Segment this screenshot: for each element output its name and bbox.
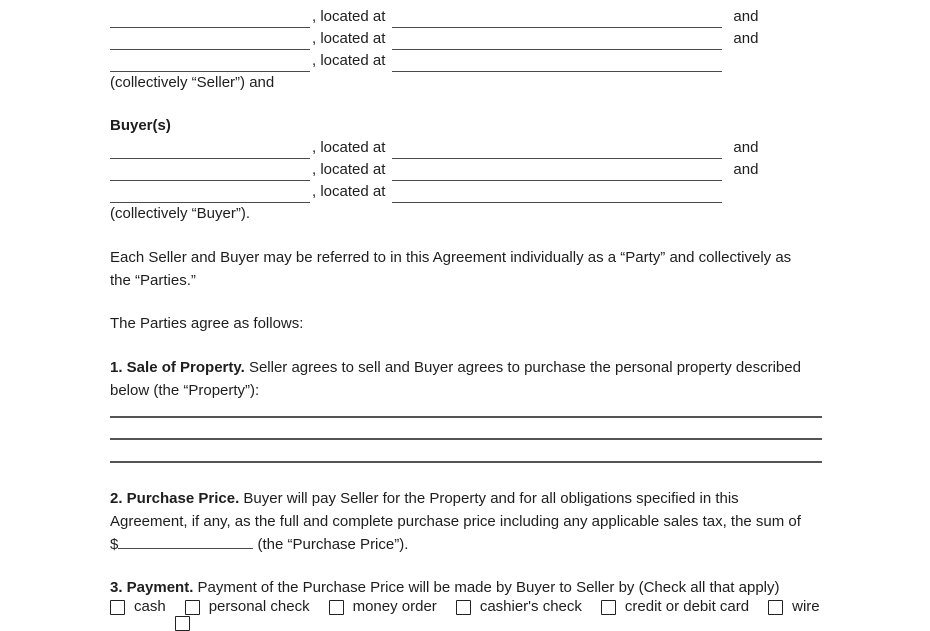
buyer-row-1: [110, 137, 770, 159]
and-label: and: [733, 30, 759, 47]
buyer-collective-label: (collectively “Buyer”).: [110, 205, 251, 222]
seller-2-address-field[interactable]: [392, 34, 722, 50]
located-at-label: , located at: [312, 161, 386, 178]
checkbox-cash-label: cash: [134, 598, 166, 615]
section-price-title: 2. Purchase Price.: [110, 490, 240, 507]
seller-1-address-field[interactable]: [392, 12, 722, 28]
seller-row-3: [110, 50, 770, 72]
and-label: and: [733, 161, 759, 178]
checkbox-credit-debit-label: credit or debit card: [624, 598, 750, 615]
checkbox-credit-debit[interactable]: [601, 600, 616, 615]
located-at-label: , located at: [312, 52, 386, 69]
section-price-line-3: [110, 533, 834, 556]
buyer-3-name-field[interactable]: [110, 187, 310, 203]
located-at-label: , located at: [312, 30, 386, 47]
seller-2-name-field[interactable]: [110, 34, 310, 50]
located-at-label: , located at: [312, 183, 386, 200]
section-price-line-2: Agreement, if any, as the full and complete purchase price including any applicable sales tax, the sum of: [110, 513, 801, 530]
checkbox-cash[interactable]: [110, 600, 125, 615]
buyer-1-address-field[interactable]: [392, 143, 722, 159]
checkbox-personal-check-label: personal check: [208, 598, 310, 615]
checkbox-money-order[interactable]: [329, 600, 344, 615]
buyer-1-name-field[interactable]: [110, 143, 310, 159]
checkbox-personal-check[interactable]: [185, 600, 200, 615]
seller-collective-label: (collectively “Seller”) and: [110, 74, 275, 91]
section-sale-text: Seller agrees to sell and Buyer agrees to purchase the personal property described: [248, 359, 801, 376]
buyer-heading: Buyer(s): [110, 117, 171, 134]
located-at-label: , located at: [312, 8, 386, 25]
buyer-2-address-field[interactable]: [392, 165, 722, 181]
property-description-line-3[interactable]: [110, 461, 822, 463]
checkbox-cashiers-check-label: cashier's check: [479, 598, 582, 615]
seller-row-2: [110, 28, 770, 50]
and-label: and: [733, 8, 759, 25]
parties-paragraph: [110, 246, 834, 292]
checkbox-cashiers-check[interactable]: [456, 600, 471, 615]
section-sale-line-1: [110, 356, 834, 379]
section-sale-of-property: [110, 356, 834, 402]
payment-option-credit-debit: [601, 596, 749, 618]
payment-option-cashiers-check: [456, 596, 582, 618]
located-at-label: , located at: [312, 139, 386, 156]
section-price-line-1: [110, 487, 834, 510]
parties-paragraph-line-1: Each Seller and Buyer may be referred to in this Agreement individually as a “Party” and collectively as: [110, 249, 792, 266]
payment-option-wire: [768, 596, 820, 618]
checkbox-money-order-label: money order: [352, 598, 437, 615]
seller-row-1: [110, 6, 770, 28]
section-sale-line-2: below (the “Property”):: [110, 382, 260, 399]
section-price-text: Buyer will pay Seller for the Property and for all obligations specified in this: [243, 490, 739, 507]
purchase-price-suffix: (the “Purchase Price”).: [257, 536, 409, 553]
section-purchase-price: [110, 487, 834, 556]
agree-line: The Parties agree as follows:: [110, 315, 304, 332]
payment-option-personal-check: [185, 596, 310, 618]
property-description-line-2[interactable]: [110, 438, 822, 440]
buyer-row-3: [110, 181, 770, 203]
currency-symbol: $: [110, 536, 119, 553]
purchase-price-amount-field[interactable]: [118, 535, 253, 549]
checkbox-clipped-next-row[interactable]: [175, 616, 190, 631]
property-description-line-1[interactable]: [110, 416, 822, 418]
parties-paragraph-line-2: the “Parties.”: [110, 272, 196, 289]
checkbox-wire-label: wire: [792, 598, 820, 615]
buyer-2-name-field[interactable]: [110, 165, 310, 181]
seller-3-address-field[interactable]: [392, 56, 722, 72]
buyer-row-2: [110, 159, 770, 181]
payment-option-money-order: [329, 596, 437, 618]
payment-option-cash: [110, 596, 166, 618]
checkbox-wire[interactable]: [768, 600, 783, 615]
section-sale-title: 1. Sale of Property.: [110, 359, 245, 376]
seller-1-name-field[interactable]: [110, 12, 310, 28]
payment-options-row: [110, 596, 820, 618]
section-payment-title: 3. Payment.: [110, 579, 194, 596]
seller-3-name-field[interactable]: [110, 56, 310, 72]
seller-heading-clipped: [110, 0, 169, 4]
buyer-3-address-field[interactable]: [392, 187, 722, 203]
section-payment-text: Payment of the Purchase Price will be made by Buyer to Seller by (Check all that apply): [197, 579, 780, 596]
and-label: and: [733, 139, 759, 156]
